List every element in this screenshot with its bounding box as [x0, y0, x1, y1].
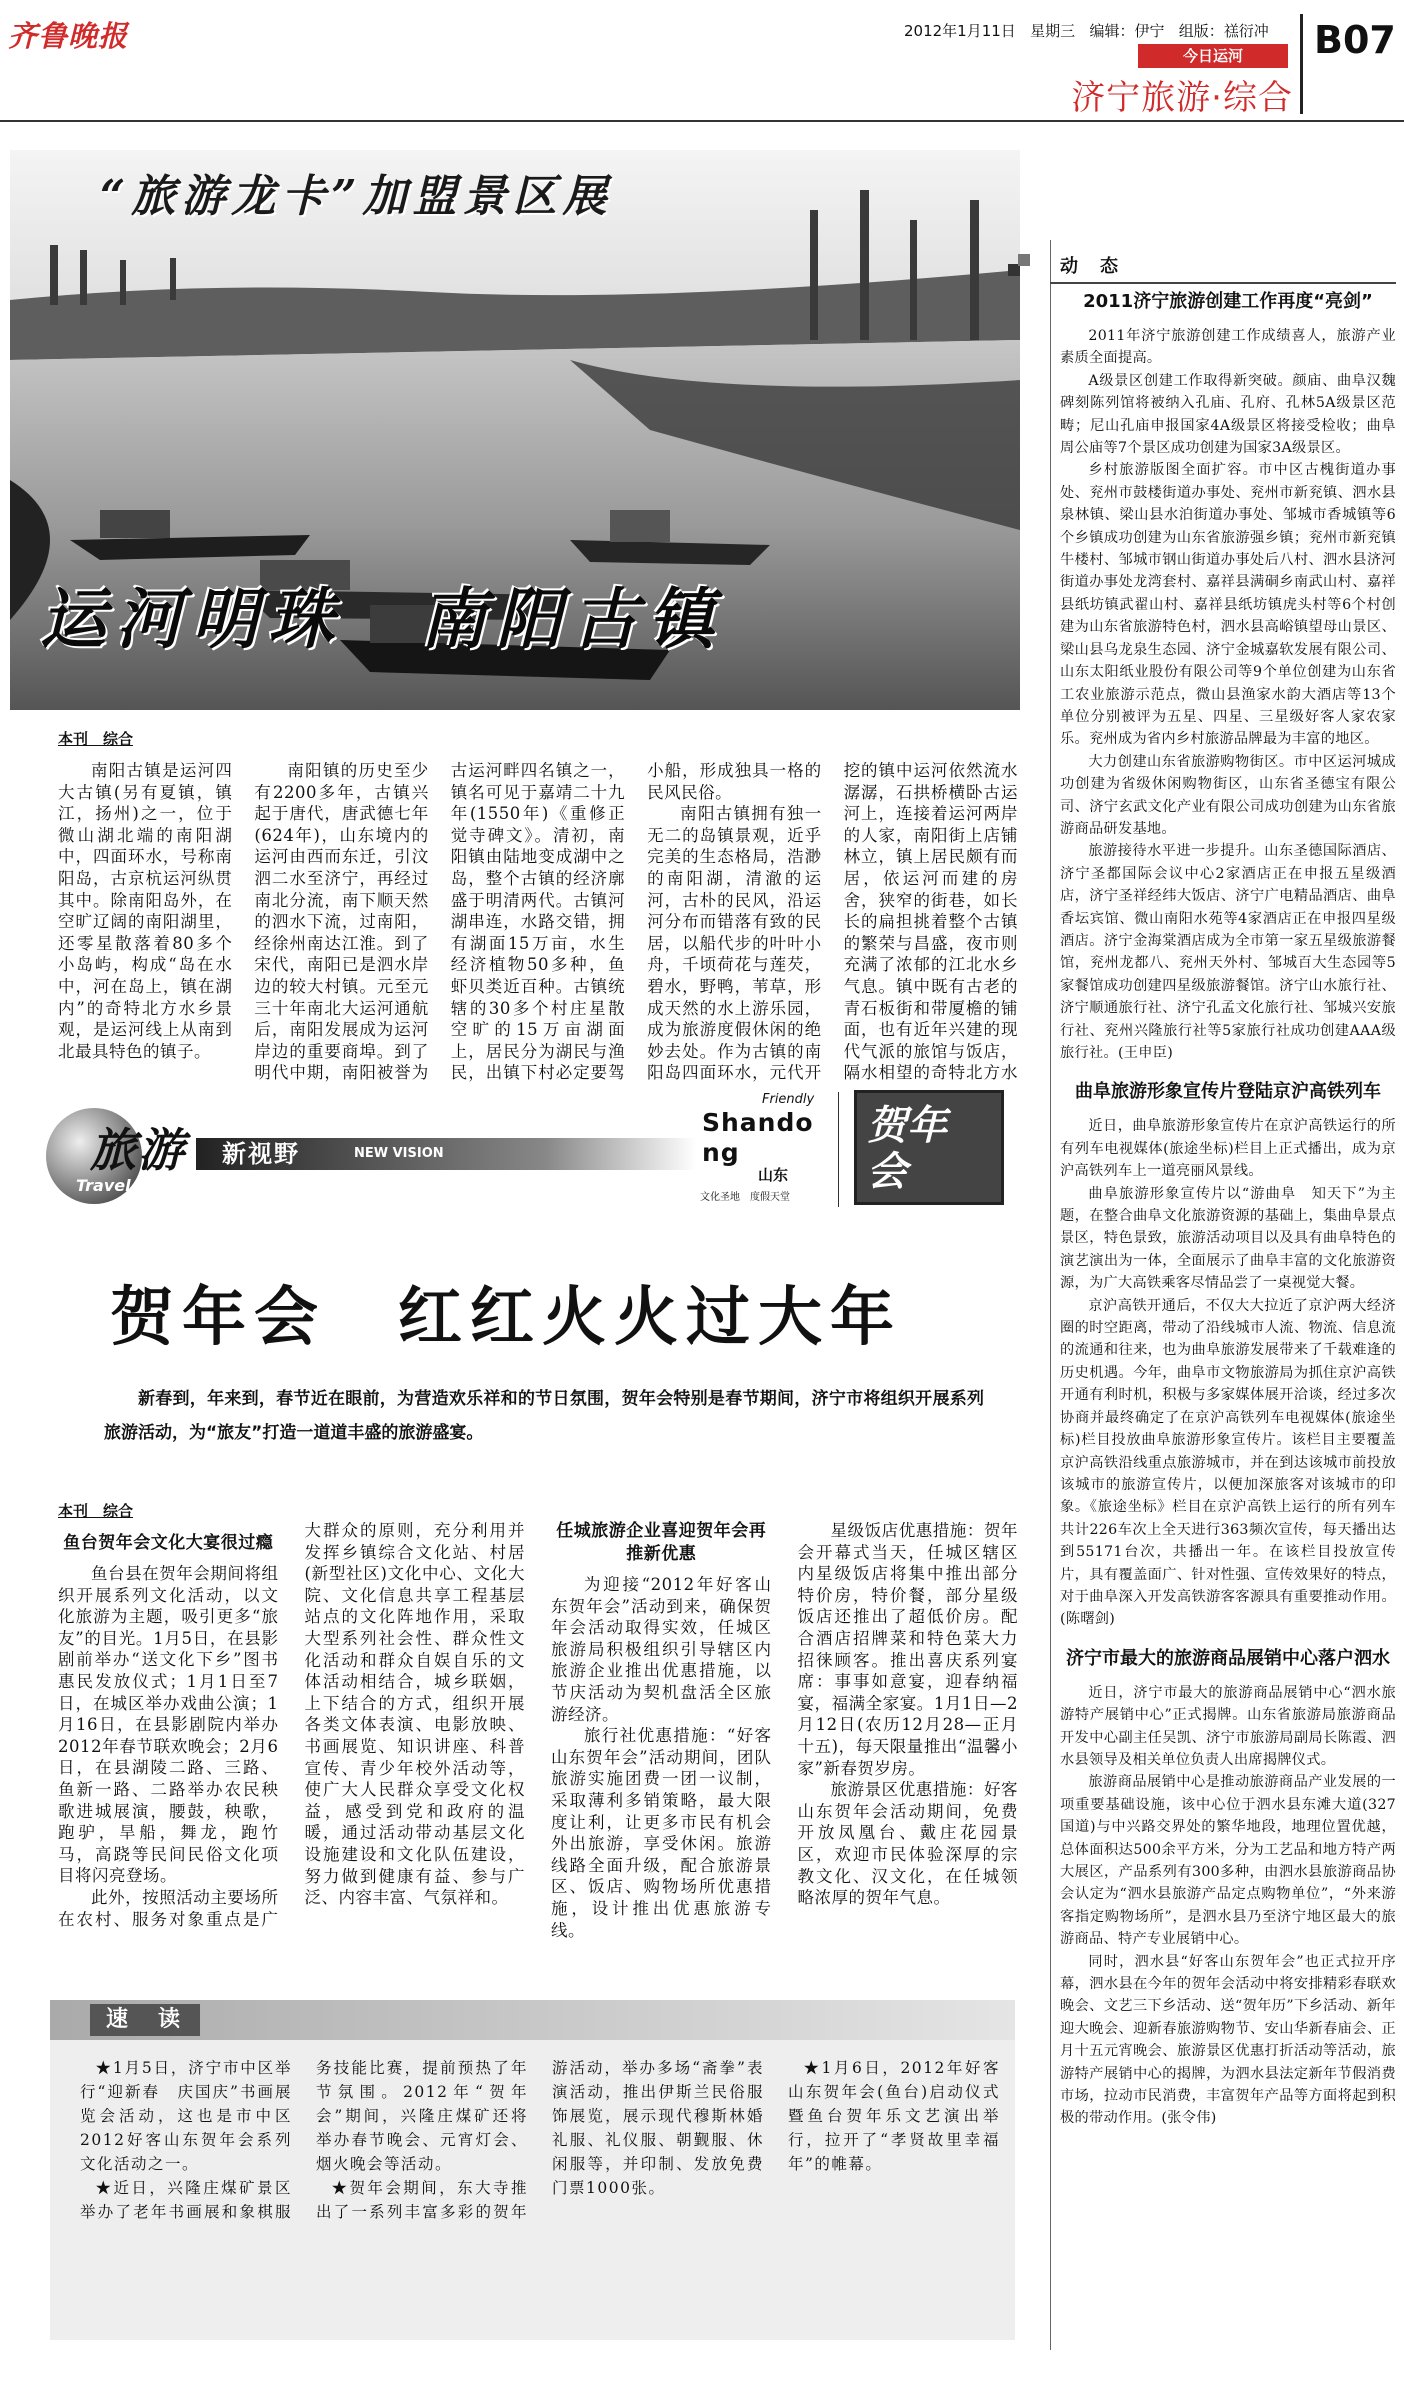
feature2-paragraph: 鱼台县在贺年会期间将组织开展系列文化活动，以文化旅游为主题，吸引更多“旅友”的目光。1月5日，在县影剧前举办“送文化下乡”图书惠民发放仪式；1月1日至7日，在城区举办戏曲公演；1月16日，在县影剧院内举办2012年春节联欢晚会；2月6日，在县湖陵二路、三路、鱼新一路、二路举办农民秧歌进城展演，腰鼓，秧歌，跑驴，旱船，舞龙，跑竹马，高跷等民间民俗文化项目将闪亮登场。 — [58, 1564, 279, 1886]
paper-logo[interactable]: 齐鲁晚报 — [8, 19, 129, 53]
travel-label: 旅游 — [90, 1123, 186, 1177]
speed-read-items — [80, 2056, 1000, 2326]
feature1-paragraph: 南阳古镇是运河四大古镇(另有夏镇，镇江，扬州)之一，位于微山湖北端的南阳湖中，四面环水，号称南阳岛，古京杭运河纵贯其中。除南阳岛外，在空旷辽阔的南阳湖里，还零星散落着80多个小岛屿，构成“岛在水中，河在岛上，镇在湖内”的奇特北方水乡景观，是运河线上从南到北最具特色的镇子。 — [58, 761, 233, 1061]
news-section-label: 动 态 — [1060, 256, 1120, 277]
header-rule — [0, 120, 1404, 122]
travel-headline: 贺年会 红红火火过大年 — [110, 1281, 902, 1355]
travel-en-label: Travel — [76, 1176, 131, 1195]
shandong-wordmark: Shandong — [702, 1108, 814, 1167]
shandong-slogan: 文化圣地 度假天堂 — [700, 1192, 790, 1203]
article-paragraph: 曲阜旅游形象宣传片以“游曲阜 知天下”为主题，在整合曲阜文化旅游资源的基础上，集曲阜景点景区，特色景致，旅游活动项目以及具有曲阜特色的演艺演出为一体，全面展示了曲阜丰富的文化旅游资源，为广大高铁乘客尽情品尝了一桌视觉大餐。 — [1060, 1185, 1396, 1292]
article-paragraph: 京沪高铁开通后，不仅大大拉近了京沪两大经济圈的时空距离，带动了沿线城市人流、物流、信息流的流通和往来，也为曲阜旅游发展带来了千载难逢的历史机遇。今年，曲阜市文物旅游局为抓住京沪高铁开通有利时机，积极与多家媒体展开洽谈，经过多次协商并最终确定了在京沪高铁列车电视媒体(旅途坐标)栏目投放曲阜旅游形象宣传片。该栏目主要覆盖京沪高铁沿线重点旅游城市，并在到达该城市前投放该城市的旅游宣传片，以便加深旅客对该城市的印象。《旅途坐标》栏目在京沪高铁上运行的所有列车共计226车次上全天进行363频次宣传，每天播出达到55171台次，共播出一年。在该栏目投放宣传片，具有覆盖面广、针对性强、宣传效果好的特点，对于曲阜深入开发高铁游客客源具有重要推动作用。(陈曙剑) — [1060, 1297, 1396, 1628]
issue-weekday: 星期三 — [1030, 22, 1076, 40]
issue-date: 2012年1月11日 — [904, 22, 1016, 40]
article-paragraph: 旅游接待水平进一步提升。山东圣德国际酒店、济宁圣都国际会议中心2家酒店正在申报五星级酒店，济宁圣祥经纬大饭店、济宁广电精品酒店、曲阜香坛宾馆、微山南阳水苑等4家酒店正在申报四星级酒店。济宁金海棠酒店成为全市第一家五星级旅游餐馆，兖州龙都八、兖州天外村、邹城百大生态园等5家餐馆成功创建四星级旅游餐馆。济宁山水旅行社、济宁顺通旅行社、济宁孔孟文化旅行社、邹城兴安旅行社、兖州兴隆旅行社等5家旅行社成功创建AAA级旅行社。(王申臣) — [1060, 843, 1396, 1061]
feature1-paragraph: 南阳古镇拥有独一无二的岛镇景观，近乎完美的生态格局，浩渺的南阳湖，清澈的运河，古朴的民风，沿运河分布而错落有致的民居，以船代步的叶叶小舟，千顷荷花与莲芡，碧水，野鸭，苇草，形成天然的水上游乐园，成为旅游度假休闲的绝妙去处。作为古镇的南阳岛四面环水，元代开挖的镇中运河依然流水潺潺，石拱桥横卧古运河上，连接着运河两岸的人家，南阳街上店铺林立，镇上居民颇有而居，依运河而建的房舍，狭窄的街巷，如长长的扁担挑着整个古镇的繁荣与昌盛，夜市则充满了浓郁的江北水乡气息。镇中既有古老的青石板街和带厦檐的铺面，也有近年兴建的现代气派的旅馆与饭店，隔水相望的奇特北方水 — [647, 761, 1018, 1083]
speed-read-item: ★贺年会期间，东大寺推出了一系列丰富多彩的贺年游活动，举办多场“斋拳”表演活动，推出伊斯兰民俗服饰展览，展示现代穆斯林婚礼服、礼仪服、朝觐服、休闲服等，并印制、发放免费门票1000张。 — [316, 2059, 764, 2221]
page-number-divider — [1300, 14, 1303, 114]
feature2-paragraph: 旅行社优惠措施：“好客山东贺年会”活动期间，团队旅游实施团费一团一议制，采取薄利多销策略，最大限度让利，让更多市民有机会外出旅游，享受休闲。旅游线路全面升级，配合旅游景区、饭店、购物场所优惠措施，设计推出优惠旅游专线。 — [551, 1726, 772, 1940]
subheading-rencheng: 任城旅游企业喜迎贺年会再推新优惠 — [556, 1521, 767, 1564]
subheading-yutai: 鱼台贺年会文化大宴很过瘾 — [63, 1533, 274, 1553]
article-paragraph: 乡村旅游版图全面扩容。市中区古槐街道办事处、兖州市鼓楼街道办事处、兖州市新兖镇、泗水县泉林镇、梁山县水泊街道办事处、邹城市香城镇等6个乡镇成功创建为山东省旅游强乡镇；兖州市新兖镇牛楼村、邹城市钢山街道办事处后八村、泗水县济河街道办事处龙湾套村、嘉祥县满硐乡南武山村、嘉祥县纸坊镇武翟山村、嘉祥县纸坊镇虎头村等6个村创建为山东省旅游特色村，泗水县高峪镇望母山景区、梁山县乌龙泉生态园、济宁金城嘉软发展有限公司、山东太阳纸业股份有限公司等9个单位创建为山东省工农业旅游示范点，微山县渔家水韵大酒店等13个单位分别被评为五星、四星、三星级好客人家农家乐。兖州成为省内乡村旅游品牌最为丰富的地区。 — [1060, 462, 1396, 748]
feature2-paragraph: 旅游景区优惠措施：好客山东贺年会活动期间，免费开放凤凰台、戴庄花园景区，欢迎市民体验深厚的宗教文化、汉文化，在任城领略浓厚的贺年气息。 — [797, 1780, 1018, 1908]
editor-credit: 编辑：伊宁 — [1089, 22, 1165, 40]
section-tag: 今日运河 — [1138, 44, 1288, 68]
travel-lede: 新春到，年来到，春节近在眼前，为营造欢乐祥和的节日氛围，贺年会特别是春节期间，济宁市将组织开展系列旅游活动，为“旅友”打造一道道丰盛的旅游盛宴。 — [104, 1389, 984, 1443]
right-column-rule — [1050, 240, 1051, 2350]
feature-headline: 运河明珠 南阳古镇 — [40, 580, 724, 658]
speed-read-item: ★1月5日，济宁市中区举行“迎新春 庆国庆”书画展览会活动，这也是市中区2012好客山东贺年会系列文化活动之一。 — [80, 2059, 292, 2173]
article-paragraph: 近日，济宁市最大的旅游商品展销中心“泗水旅游特产展销中心”正式揭牌。山东省旅游局旅游商品开发中心副主任吴凯、济宁市旅游局副局长陈霞、泗水县领导及相关单位负责人出席揭牌仪式。 — [1060, 1684, 1396, 1768]
new-year-stamp — [854, 1090, 1004, 1205]
article-title-qufu: 曲阜旅游形象宣传片登陆京沪高铁列车 — [1075, 1081, 1381, 1103]
designer-credit: 组版：禚衍冲 — [1178, 22, 1269, 40]
travel-band — [46, 1100, 696, 1210]
feature-banner: “旅游龙卡”加盟景区展 — [100, 171, 613, 222]
article-paragraph: 大力创建山东省旅游购物街区。市中区运河城成功创建为省级休闲购物街区，山东省圣德宝有限公司、济宁玄武文化产业有限公司成功创建为山东省旅游商品研发基地。 — [1060, 753, 1396, 837]
article-paragraph: 近日，曲阜旅游形象宣传片在京沪高铁运行的所有列车电视媒体(旅途坐标)栏目上正式播出，成为京沪高铁列车上一道亮丽风景线。 — [1060, 1118, 1396, 1180]
article-title-creation: 2011济宁旅游创建工作再度“亮剑” — [1083, 291, 1373, 312]
new-vision-en: NEW VISION — [354, 1146, 444, 1161]
feature1-byline: 本刊 综合 — [58, 730, 134, 748]
feature2-body — [58, 1520, 1018, 1972]
speed-read-box — [50, 2000, 1015, 2340]
shandong-cn: 山东 — [758, 1166, 789, 1184]
article-paragraph: 2011年济宁旅游创建工作成绩喜人，旅游产业素质全面提高。 — [1060, 328, 1396, 367]
feature1-body — [58, 760, 1018, 1100]
speed-read-title: 速 读 — [90, 2004, 200, 2036]
logo-divider — [838, 1092, 839, 1207]
news-section-icon — [1008, 254, 1030, 276]
article-paragraph: 旅游商品展销中心是推动旅游商品产业发展的一项重要基础设施，该中心位于泗水县东滩大道(327国道)与中兴路交界处的繁华地段，地理位置优越，总体面积达500余平方米，分为工艺品和地方特产两大展区，产品系列有300多种，由泗水县旅游商品协会认定为“泗水县旅游产品定点购物单位”，“外来游客指定购物场所”，是泗水县乃至济宁地区最大的旅游商品、特产专业展销中心。 — [1060, 1774, 1396, 1948]
stamp-text: 贺年会 — [867, 1102, 947, 1195]
speed-read-item: ★近日，兴隆庄煤矿景区举办了老年书画展和象棋服务技能比赛，提前预热了年节氛围。2012年“贺年会”期间，兴隆庄煤矿还将举办春节晚会、元宵灯会、烟火晚会等活动。 — [80, 2059, 528, 2221]
page-number: B07 — [1314, 18, 1396, 62]
right-column — [1060, 284, 1396, 2364]
feature2-paragraph: 此外，按照活动主要场所在农村、服务对象重点是广大群众的原则，充分利用并发挥乡镇综合文化站、村居(新型社区)文化中心、文化大院、文化信息共享工程基层站点的文化阵地作用，采取大型系列社会性、群众性文化活动和群众自娱自乐的文体活动相结合，城乡联姻，上下结合的方式，组织开展各类文体表演、电影放映、书画展览、知识讲座、科普宣传、青少年校外活动等，使广大人民群众享受文化权益，感受到党和政府的温暖，通过活动带动基层文化设施建设和文化队伍建设，努力做到健康有益、参与广泛、内容丰富、气氛祥和。 — [58, 1521, 525, 1929]
shandong-logo — [700, 1092, 830, 1207]
article-paragraph: 同时，泗水县“好客山东贺年会”也正式拉开序幕，泗水县在今年的贺年会活动中将安排精彩春联欢晚会、文艺三下乡活动、送“贺年历”下乡活动、新年迎大晚会、迎新春旅游购物节、安山华新春庙会、正月十五元宵晚会、旅游景区优惠打折活动等活动，旅游特产展销中心的揭牌，为泗水县法定新年节假消费市场，拉动市民消费，丰富贺年产品等方面将起到积极的带动作用。(张令伟) — [1060, 1953, 1396, 2127]
feature2-byline: 本刊 综合 — [58, 1502, 134, 1520]
new-vision-label: 新视野 — [222, 1140, 300, 1168]
feature2-paragraph: 星级饭店优惠措施：贺年会开幕式当天，任城区辖区内星级饭店将集中推出部分特价房，特价餐，部分星级饭店还推出了超低价房。配合酒店招牌菜和特色菜大力招徕顾客。推出喜庆系列宴席：事事如意宴，迎春纳福宴，福满全家宴。1月1日—2月12日(农历12月28—正月十五)，每天限量推出“温馨小家”新春贺岁房。 — [797, 1521, 1018, 1778]
section-title: 济宁旅游·综合 — [1071, 78, 1293, 118]
article-paragraph: A级景区创建工作取得新突破。颜庙、曲阜汉魏碑刻陈列馆将被纳入孔庙、孔府、孔林5A级景区范畴；尼山孔庙申报国家4A级景区将接受检收；曲阜周公庙等7个景区成功创建为国家3A级景区。 — [1060, 372, 1396, 457]
dateline — [904, 20, 1269, 41]
speed-read-item: ★1月6日，2012年好客山东贺年会(鱼台)启动仪式暨鱼台贺年乐文艺演出举行，拉开了“孝贤故里幸福年”的帷幕。 — [788, 2059, 1000, 2173]
shandong-friendly: Friendly — [762, 1092, 815, 1107]
feature1-paragraph: 南阳镇的历史至少有2200多年，古镇兴起于唐代，唐武德七年(624年)，山东境内的运河由西而东迁，引汶泗二水至济宁，再经过南北分流，南下顺天然的泗水下流，过南阳，经徐州南达江淮。到了宋代，南阳已是泗水岸边的较大村镇。元至元三十年南北大运河通航后，南阳发展成为运河岸边的重要商埠。到了明代中期，南阳被誉为古运河畔四名镇之一，镇名可见于嘉靖二十九年(1550年)《重修正觉寺碑文》。清初，南阳镇由陆地变成湖中之岛，整个古镇的经济廓盛于明清两代。古镇河湖串连，水路交错，拥有湖面15万亩，水生经济植物50多种，鱼虾贝类近百种。古镇统辖的30多个村庄星散空旷的15万亩湖面上，居民分为湖民与渔民，出镇下村必定要驾小船，形成独具一格的民风民俗。 — [254, 761, 822, 1083]
article-title-sishui: 济宁市最大的旅游商品展销中心落户泗水 — [1066, 1647, 1390, 1669]
feature2-paragraph: 为迎接“2012年好客山东贺年会”活动到来，确保贺年会活动取得实效，任城区旅游局积极组织引导辖区内旅游企业推出优惠措施，以节庆活动为契机盘活全区旅游经济。 — [551, 1575, 772, 1724]
